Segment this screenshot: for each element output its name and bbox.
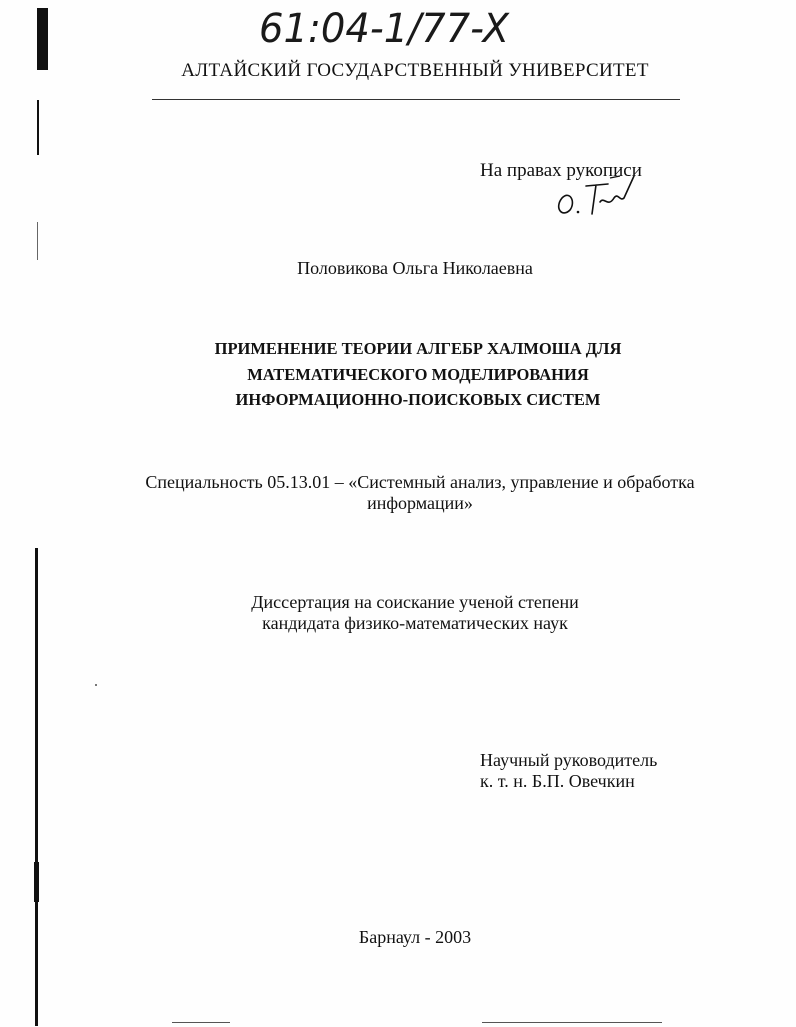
city-and-year: Барнаул - 2003 (358, 927, 472, 947)
catalog-number-text: 61:04-1/77-X (259, 6, 511, 50)
title-line: ПРИМЕНЕНИЕ ТЕОРИИ АЛГЕБР ХАЛМОША ДЛЯ (214, 339, 622, 358)
scan-edge-mark-top (37, 8, 48, 70)
scan-edge-mark-thick (34, 862, 39, 902)
author-name: Половикова Ольга Николаевна (297, 258, 533, 278)
bottom-scan-line-right (482, 1022, 662, 1023)
degree-line: кандидата физико-математических наук (262, 613, 568, 633)
supervisor-role: Научный руководитель (480, 750, 658, 770)
scan-edge-mark-upper (37, 100, 39, 155)
supervisor-block (480, 750, 657, 792)
title-line: ИНФОРМАЦИОННО-ПОИСКОВЫХ СИСТЕМ (235, 390, 601, 409)
handwritten-catalog-number (255, 4, 515, 50)
title-line: МАТЕМАТИЧЕСКОГО МОДЕЛИРОВАНИЯ (247, 364, 589, 384)
manuscript-rights-note: На правах рукописи (480, 160, 642, 181)
university-name: АЛТАЙСКИЙ ГОСУДАРСТВЕННЫЙ УНИВЕРСИТЕТ (181, 60, 649, 81)
scan-dust-dot (95, 684, 97, 686)
scan-edge-mark-long (35, 548, 38, 1026)
handwritten-signature (548, 168, 638, 220)
degree-line: Диссертация на соискание ученой степени (251, 592, 579, 612)
header-divider (152, 99, 680, 100)
supervisor-name: к. т. н. Б.П. Овечкин (480, 771, 635, 791)
scan-edge-mark-middle (37, 222, 38, 260)
specialty-line: Специальность 05.13.01 – «Системный анализ, управление и обработка (145, 472, 695, 492)
bottom-scan-line-left (172, 1022, 230, 1023)
specialty-line: информации» (367, 493, 473, 513)
specialty (130, 472, 710, 514)
degree-statement (150, 592, 680, 634)
dissertation-title (140, 336, 696, 413)
